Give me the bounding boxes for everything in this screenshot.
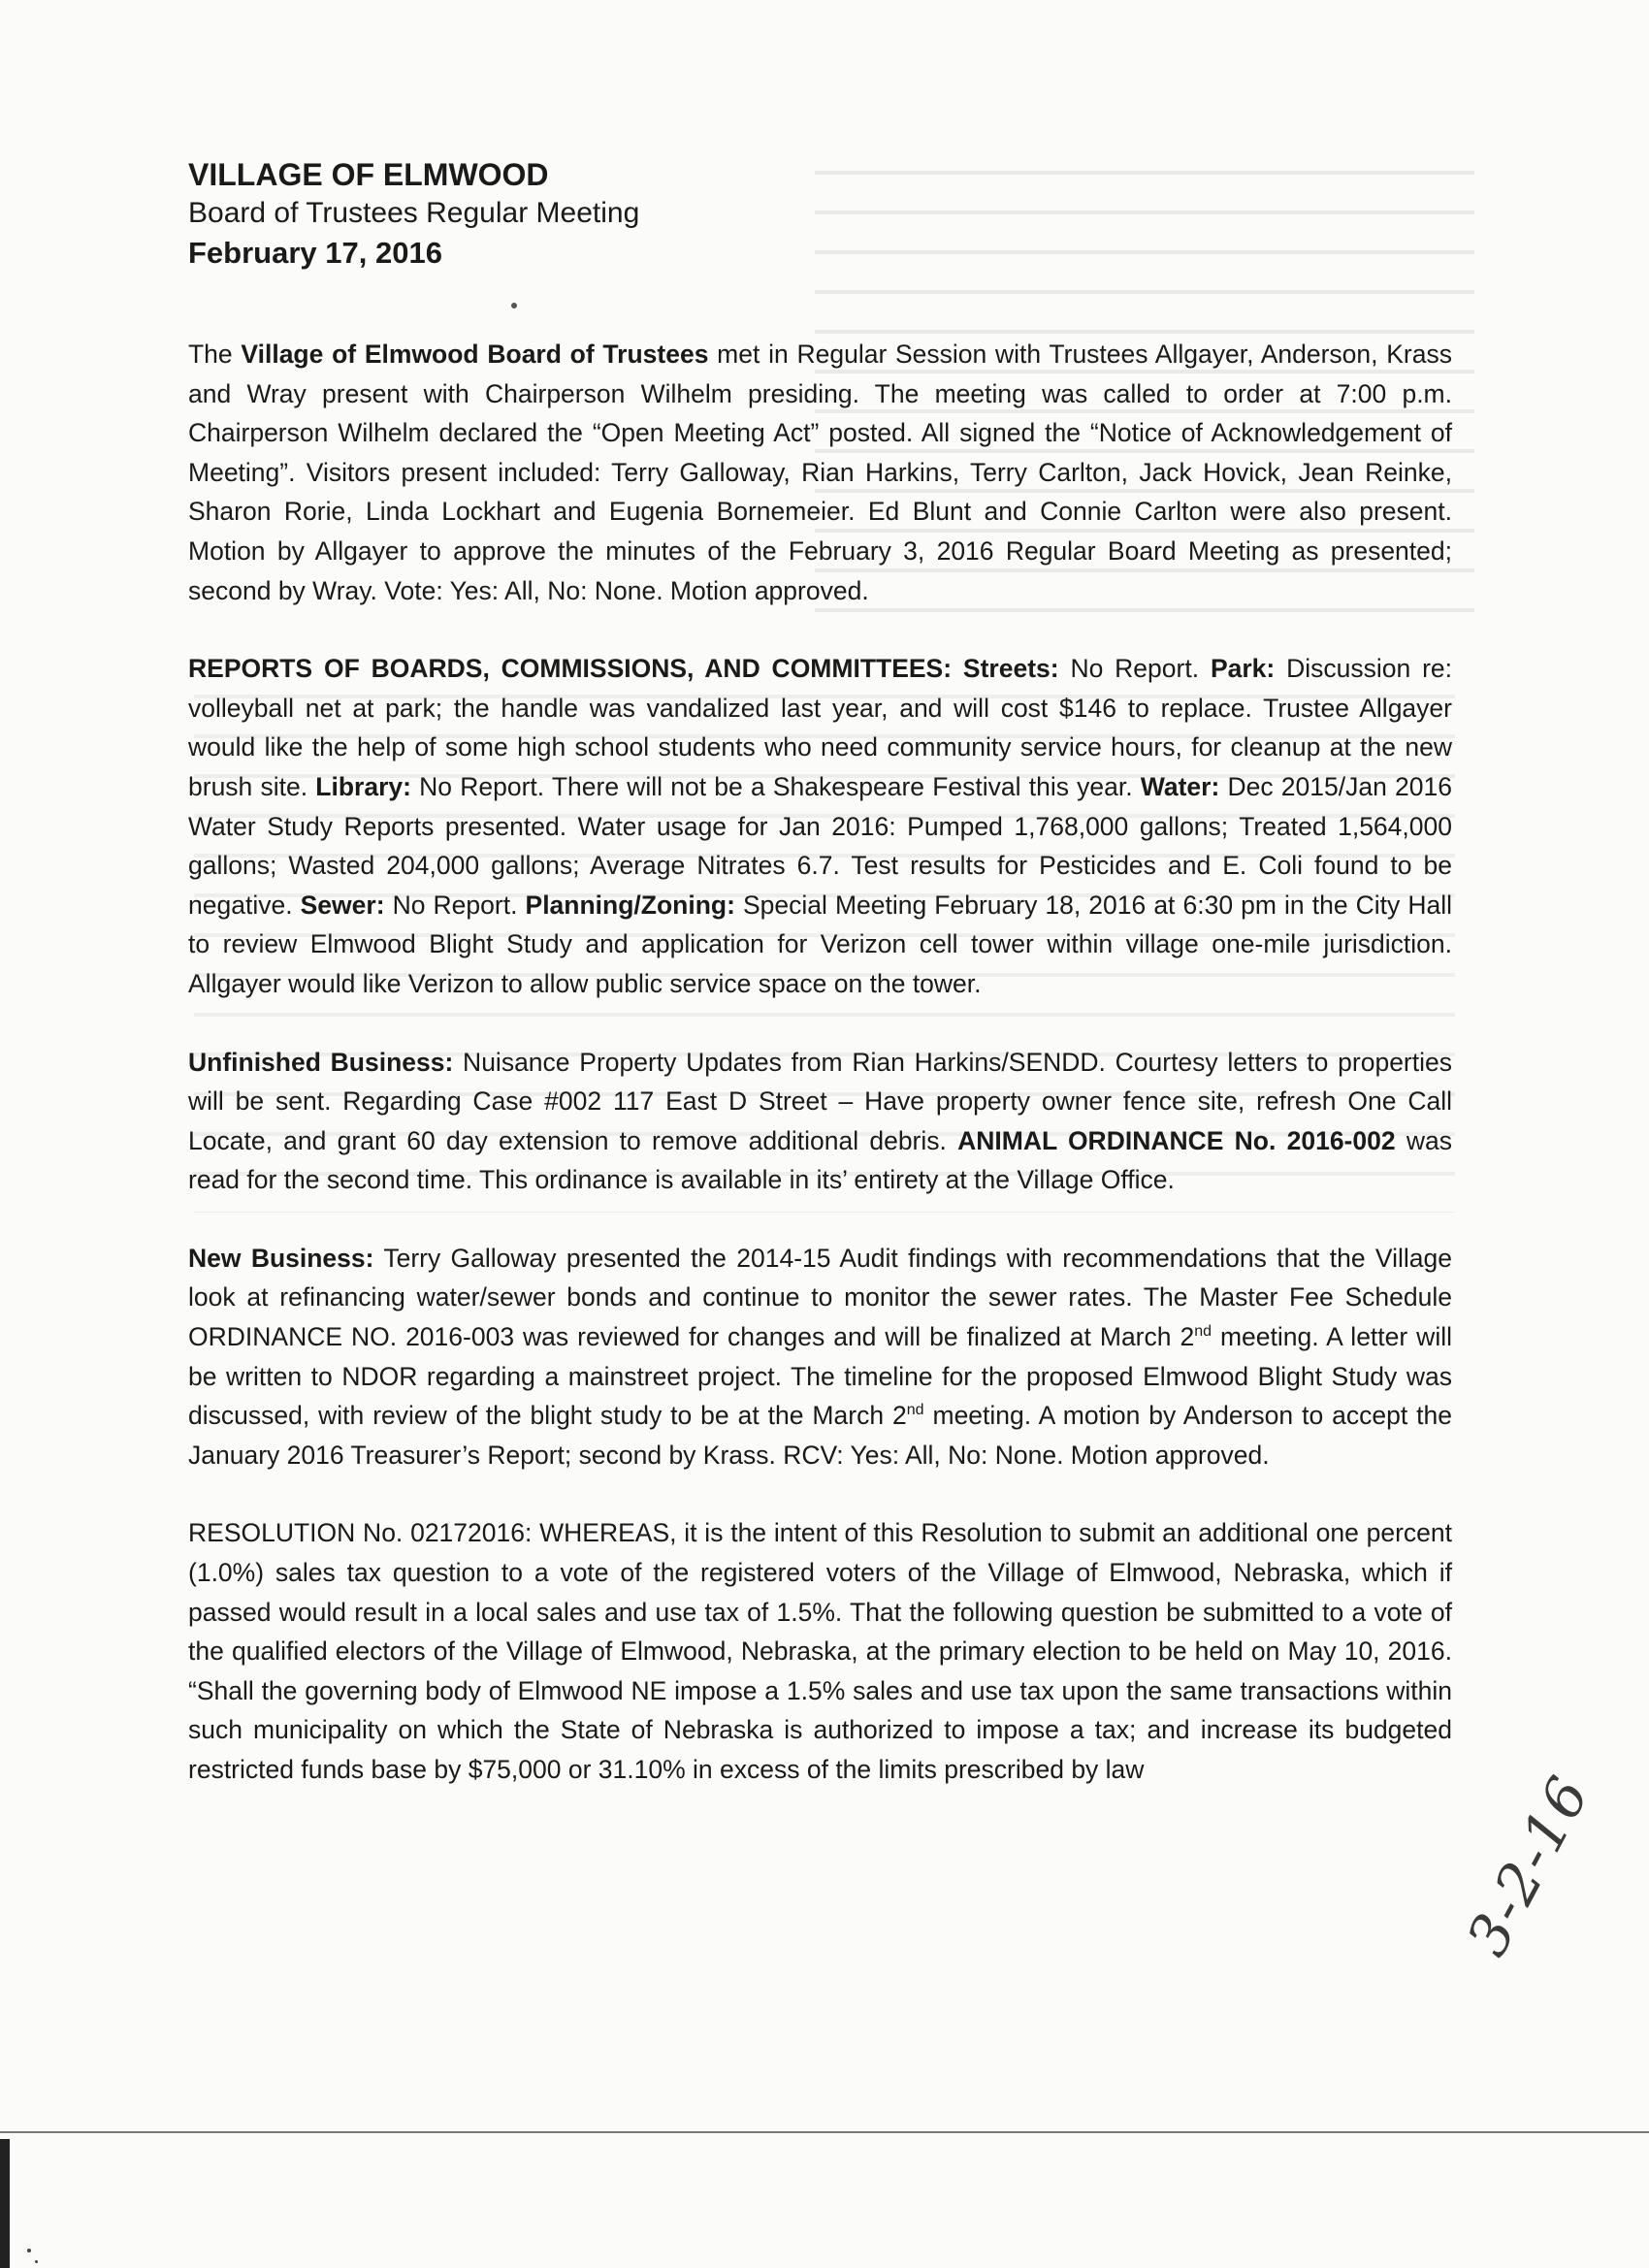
library-label: Library: — [315, 771, 411, 801]
scan-speck — [35, 2260, 38, 2263]
board-name: Village of Elmwood Board of Trustees — [241, 340, 709, 369]
resolution-paragraph: RESOLUTION No. 02172016: WHEREAS, it is the intent of this Resolution to submit an additional one percent (1.0%) sales tax question to a vote of the registered voters of the Village of Elmwood, Nebraska, which if passed would result in a local sales and use tax of 1.5%. That the following question be submitted to a vote of the qualified electors of the Village of Elmwood, Nebraska, at the primary election to be held on May 10, 2016. “Shall the governing body of Elmwood NE impose a 1.5% sales and use tax upon the same transactions within such municipality on which the State of Nebraska is authorized to impose a tax; and increase its budgeted restricted funds base by $75,000 or 31.10% in excess of the limits prescribed by law — [188, 1518, 1452, 1784]
meeting-date: February 17, 2016 — [188, 236, 442, 270]
sewer-label: Sewer: — [300, 890, 385, 920]
scan-speck — [27, 2249, 31, 2252]
reports-paragraph: REPORTS OF BOARDS, COMMISSIONS, AND COMMITTEES: Streets: No Report. Park: Discussion re: volleyball net at park; the handle was vandalized last year, and will cost $146 to replace. Trustee Allgayer would like the help of some high school students who need community service hours, for cleanup at the new brush site. Library: No Report. There will not be a Shakespeare Festival this year. Water: Dec 2015/Jan 2016 Water Study Reports presented. Water usage for Jan 2016: Pumped 1,768,000 gallons; Treated 1,564,000 gallons; Wasted 204,000 gallons; Average Nitrates 6.7. Test results for Pesticides and E. Coli found to be negative. Sewer: No Report. Planning/Zoning: Special Meeting February 18, 2016 at 6:30 pm in the City Hall to review Elmwood Blight Study and application for Verizon cell tower within village one-mile jurisdiction. Allgayer would like Verizon to allow public service space on the tower. — [188, 654, 1452, 998]
scan-edge-shadow — [0, 2139, 10, 2268]
new-business-paragraph: New Business: Terry Galloway presented the 2014-15 Audit findings with recommendations that the Village look at refinancing water/sewer bonds and continue to monitor the sewer rates. The Master Fee Schedule ORDINANCE NO. 2016-003 was reviewed for changes and will be finalized at March 2nd meeting. A letter will be written to NDOR regarding a mainstreet project. The timeline for the proposed Elmwood Blight Study was discussed, with review of the blight study to be at the March 2nd meeting. A motion by Anderson to accept the January 2016 Treasurer’s Report; second by Krass. RCV: Yes: All, No: None. Motion approved. — [188, 1243, 1453, 1470]
opening-paragraph: The Village of Elmwood Board of Trustees met in Regular Session with Trustees Allgayer, Anderson, Krass and Wray present with Chairperson Wilhelm presiding. The meeting was called to order at 7:00 p.m. Chairperson Wilhelm declared the “Open Meeting Act” posted. All signed the “Notice of Acknowledgement of Meeting”. Visitors present included: Terry Galloway, Rian Harkins, Terry Carlton, Jack Hovick, Jean Reinke, Sharon Rorie, Linda Lockhart and Eugenia Bornemeier. Ed Blunt and Connie Carlton were also present. Motion by Allgayer to approve the minutes of the February 3, 2016 Regular Board Meeting as presented; second by Wray. Vote: Yes: All, No: None. Motion approved. — [188, 340, 1453, 605]
meeting-title: Board of Trustees Regular Meeting — [188, 197, 640, 229]
document-body — [188, 155, 1452, 1790]
streets-label: Streets: — [962, 654, 1059, 684]
new-business-label: New Business: — [188, 1243, 374, 1273]
reports-heading: REPORTS OF BOARDS, COMMISSIONS, AND COMMITTEES: — [188, 654, 953, 684]
handwritten-date: 3-2-16 — [1453, 1765, 1603, 1966]
park-label: Park: — [1210, 654, 1276, 684]
unfinished-label: Unfinished Business: — [188, 1047, 454, 1077]
animal-ordinance: ANIMAL ORDINANCE No. 2016-002 — [957, 1125, 1396, 1155]
water-label: Water: — [1140, 771, 1220, 801]
page-bottom-edge — [0, 2131, 1649, 2133]
planning-label: Planning/Zoning: — [525, 890, 735, 920]
org-title: VILLAGE OF ELMWOOD — [188, 157, 549, 192]
unfinished-business-paragraph: Unfinished Business: Nuisance Property Updates from Rian Harkins/SENDD. Courtesy letters to properties will be sent. Regarding Case #002 117 East D Street – Have property owner fence site, refresh One Call Locate, and grant 60 day extension to remove additional debris. ANIMAL ORDINANCE No. 2016-002 was read for the second time. This ordinance is available in its’ entirety at the Village Office. — [188, 1047, 1452, 1195]
